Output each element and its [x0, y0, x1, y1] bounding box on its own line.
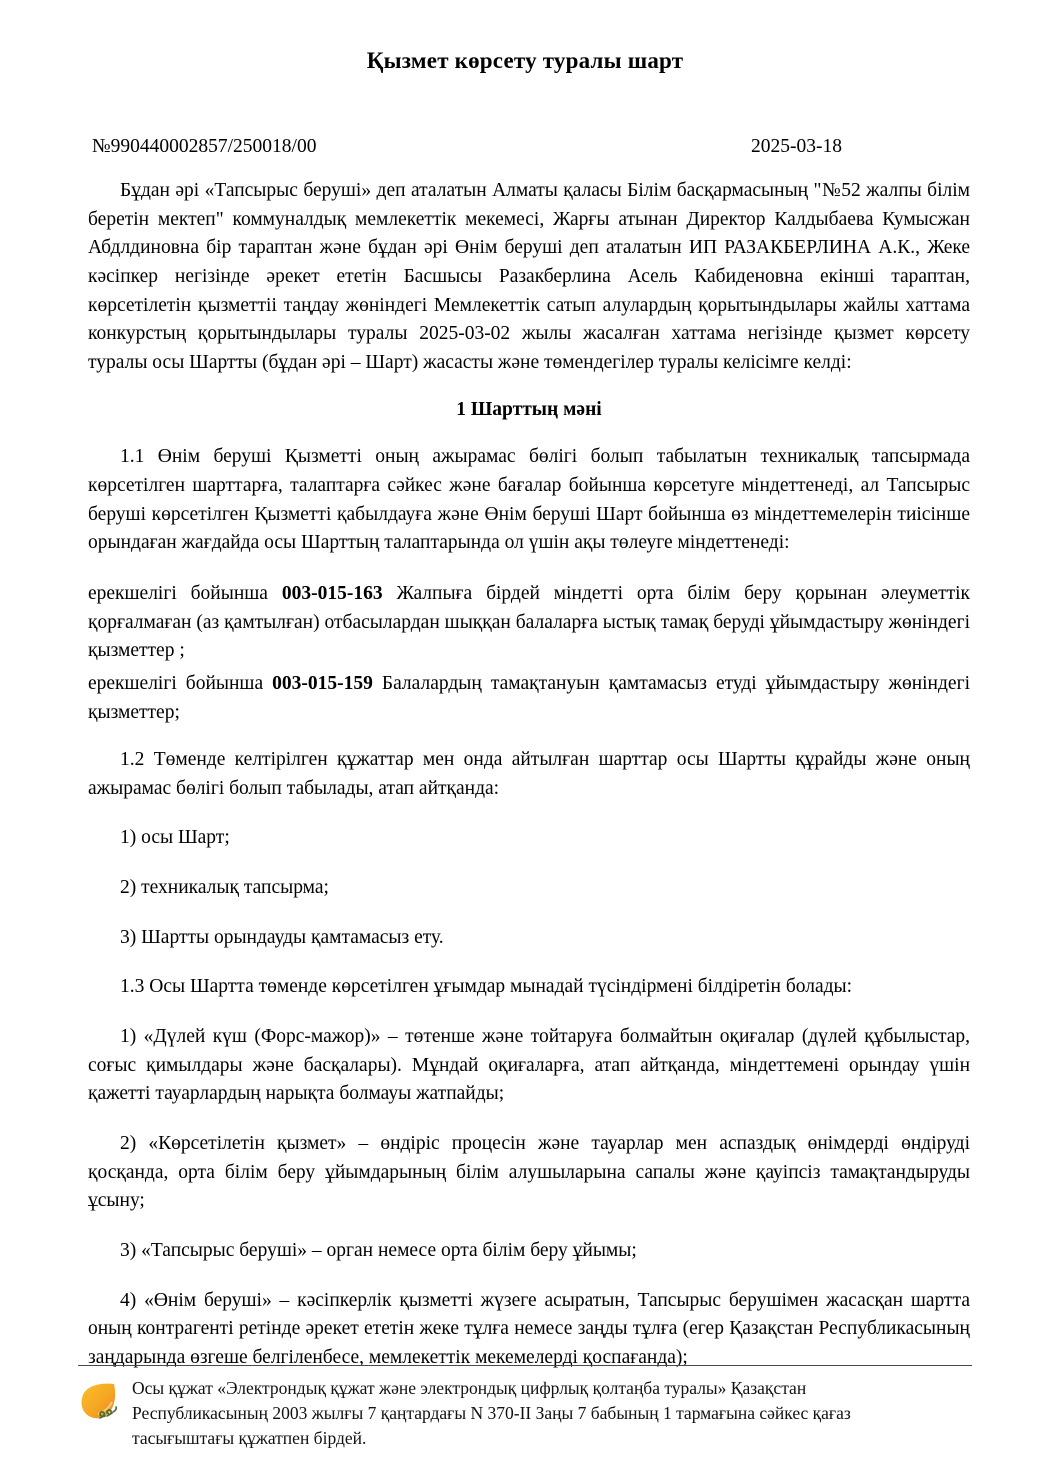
clause-1-3: 1.3 Осы Шартта төменде көрсетілген ұғымдар мынадай түсіндірмені білдіретін болады:	[120, 976, 853, 998]
clause-1-3-item: 4) «Өнім беруші» – кәсіпкерлік қызметті жүзеге асыратын, Тапсырыс берушімен жасасқан шартта оның контрагенті ретінде әрекет ететін жеке тұлға немесе заңды тұлға (егер Қазақстан Республикасының заңдарында өзгеше белгіленбесе, мемлекеттік мекемелерді қоспағанда);	[88, 1289, 970, 1368]
document-body	[88, 177, 970, 1373]
specification-prefix: ерекшелігі бойынша	[88, 672, 264, 694]
clause-1-3-item: 3) «Тапсырыс беруші» – орган немесе орта білім беру ұйымы;	[120, 1240, 637, 1262]
contract-date: 2025-03-18	[751, 136, 842, 157]
clause-1-2-item: 3) Шартты орындауды қамтамасыз ету.	[120, 926, 444, 948]
specification-description: Балалардың тамақтануын қамтамасыз етуді ұйымдастыру жөніндегі қызметтер;	[88, 672, 970, 723]
clause-1-2-item: 2) техникалық тапсырма;	[120, 877, 329, 899]
footer-divider	[78, 1365, 972, 1366]
section-1-heading: 1 Шарттың мәні	[456, 398, 602, 420]
clause-1-3-item: 2) «Көрсетілетін қызмет» – өндіріс процесін және тауарлар мен аспаздық өнімдерді өндіруді қосқанда, орта білім беру ұйымдарының білім алушыларына сапалы және қауіпсіз тамақтандыруды ұсыну;	[88, 1133, 970, 1212]
preamble-paragraph: Бұдан әрі «Тапсырыс беруші» деп аталатын Алматы қаласы Білім басқармасының "№52 жалпы білім беретін мектеп" коммуналдық мемлекеттік мекемесі, Жарғы атынан Директор Калдыбаева Кумысжан Абдлдиновна бір тараптан және бұдан әрі Өнім беруші деп аталатын ИП РАЗАКБЕРЛИНА А.К., Жеке кәсіпкер негізінде әрекет ететін Басшысы Разакберлина Асель Кабиденовна екінші тараптан, көрсетілетін қызметтіі таңдау жөніндегі Мемлекеттік сатып алулардың қорытындылары жайлы хаттама конкурстың қорытындылары туралы 2025-03-02 жылы жасалған хаттама негізінде қызмет көрсету туралы осы Шартты (бұдан әрі – Шарт) жасасты және төмендегілер туралы келісімге келді:	[88, 180, 970, 373]
document-meta-row	[92, 74, 970, 158]
contract-number: №990440002857/250018/00	[92, 136, 317, 157]
footer-legal-text	[132, 1376, 851, 1451]
footer-legal-line: Осы құжат «Электрондық құжат және электрондық цифрлық қолтаңба туралы» Қазақстан	[132, 1378, 807, 1399]
specification-code: 003-015-159	[272, 672, 373, 694]
clause-1-2-item: 1) осы Шарт;	[120, 827, 230, 849]
footer-legal-line: Республикасының 2003 жылғы 7 қаңтардағы N 370-II Заңы 7 бабының 1 тармағына сәйкес қағаз	[132, 1403, 851, 1424]
specification-prefix: ерекшелігі бойынша	[88, 582, 268, 604]
specification-description: Жалпыға бірдей міндетті орта білім беру қорынан әлеуметтік қорғалмаған (аз қамтылған) отбасылардан шыққан балаларға ыстық тамақ беруді ұйымдастыру жөніндегі қызметтер ;	[88, 582, 971, 662]
specification-item	[88, 670, 970, 727]
specification-item	[88, 580, 970, 666]
clause-1-2: 1.2 Төменде келтірілген құжаттар мен онда айтылған шарттар осы Шартты құрайды және оның ажырамас бөлігі болып табылады, атап айтқанда:	[88, 749, 970, 799]
orange-droplet-seal-icon	[78, 1378, 122, 1424]
specification-list	[88, 580, 970, 727]
clause-1-1: 1.1 Өнім беруші Қызметті оның ажырамас бөлігі болып табылатын техникалық тапсырмада көрсетілген шарттарға, талаптарға сәйкес және бағалар бойынша көрсетуге міндеттенеді, ал Тапсырыс беруші көрсетілген Қызметті қабылдауға және Өнім беруші Шарт бойынша өз міндеттемелерін тиісінше орындаған жағдайда осы Шарттың талаптарында ол үшін ақы төлеуге міндеттенеді:	[88, 446, 970, 554]
page-footer	[0, 1365, 1050, 1451]
page-title: Қызмет көрсету туралы шарт	[366, 48, 684, 73]
clause-1-3-item: 1) «Дүлей күш (Форс-мажор)» – төтенше және тойтаруға болмайтын оқиғалар (дүлей құбылыстар, соғыс қимылдары және басқалары). Мұндай оқиғаларға, атап айтқанда, міндеттемені орындау үшін қажетті тауарлардың нарықта болмауы жатпайды;	[88, 1026, 970, 1105]
specification-code: 003-015-163	[281, 582, 383, 604]
footer-legal-line: тасығыштағы құжатпен бірдей.	[132, 1428, 367, 1449]
